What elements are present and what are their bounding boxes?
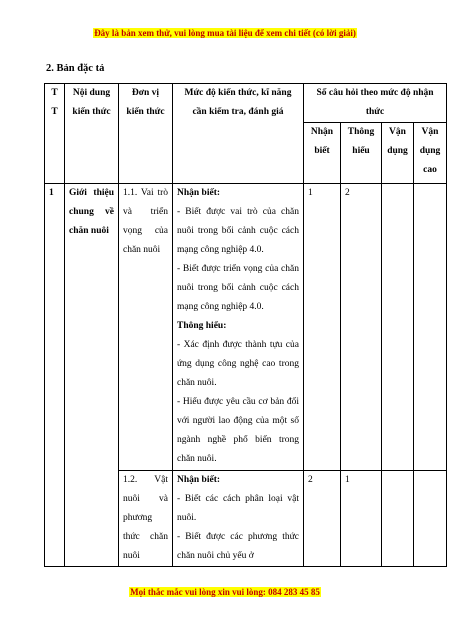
- header-understand: Thông hiểu: [341, 123, 382, 184]
- row-n-understand: 2: [341, 184, 382, 471]
- header-row: [45, 84, 447, 123]
- row-level: Nhận biết: - Biết các cách phân loại vật nuôi. - Biết được các phương thức chăn nuôi chủ yếu ở: [173, 471, 304, 567]
- row-n-apply: [382, 184, 414, 471]
- header-level: Mức độ kiến thức, kĩ năng cần kiểm tra, đánh giá: [173, 84, 304, 184]
- row-n-recognize: 1: [304, 184, 341, 471]
- section-title: 2. Bản đặc tả: [46, 63, 105, 74]
- list-item: - Biết được các phương thức chăn nuôi chủ yếu ở: [177, 532, 299, 561]
- header-recognize: Nhận biết: [304, 123, 341, 184]
- row-level: Nhận biết: - Biết được vai trò của chăn nuôi trong bối cảnh cuộc cách mạng công nghiệp 4.0. - Biết được triển vọng của chăn nuôi trong bối cảnh cuộc cách mạng công nghiệp 4.0. Thông hiểu: - Xác định được thành tựu của ứng dụng công nghệ cao trong chăn nuôi. - Hiểu được yêu cầu cơ bản đối với người lao động của một số ngành nghề phổ biến trong chăn nuôi.: [173, 184, 304, 471]
- preview-notice: Đây là bản xem thử, vui lòng mua tài liệu để xem chi tiết (có lời giải): [94, 28, 356, 38]
- row-n-apply: [382, 471, 414, 567]
- list-item: - Xác định được thành tựu của ứng dụng công nghệ cao trong chăn nuôi.: [177, 340, 299, 388]
- header-count: Số câu hỏi theo mức độ nhận thức: [304, 84, 447, 123]
- row-content: Giới thiệu chung về chăn nuôi: [65, 184, 119, 567]
- header-apply: Vận dụng: [382, 123, 414, 184]
- row-n-recognize: 2: [304, 471, 341, 567]
- list-item: - Biết được vai trò của chăn nuôi trong bối cảnh cuộc cách mạng công nghiệp 4.0.: [177, 207, 299, 255]
- header-stt: T T: [45, 84, 65, 184]
- specification-table: [44, 83, 447, 567]
- row-unit: 1.2. Vật nuôi và phương thức chăn nuôi: [119, 471, 173, 567]
- header-apply-high: Vận dụng cao: [414, 123, 447, 184]
- row-stt: 1: [45, 184, 65, 567]
- header-content: Nội dung kiến thức: [65, 84, 119, 184]
- list-item: - Biết các cách phân loại vật nuôi.: [177, 494, 299, 523]
- row-n-apply-high: [414, 471, 447, 567]
- list-item: - Hiểu được yêu cầu cơ bản đối với người lao động của một số ngành nghề phổ biến trong chăn nuôi.: [177, 397, 299, 464]
- table-row: [45, 184, 447, 471]
- list-item: - Biết được triển vọng của chăn nuôi trong bối cảnh cuộc cách mạng công nghiệp 4.0.: [177, 264, 299, 312]
- row-n-apply-high: [414, 184, 447, 471]
- row-unit: 1.1. Vai trò và triển vọng của chăn nuôi: [119, 184, 173, 471]
- header-unit: Đơn vị kiến thức: [119, 84, 173, 184]
- row-n-understand: 1: [341, 471, 382, 567]
- contact-notice: Mọi thắc mắc vui lòng xin vui lòng: 084 283 45 85: [130, 587, 320, 597]
